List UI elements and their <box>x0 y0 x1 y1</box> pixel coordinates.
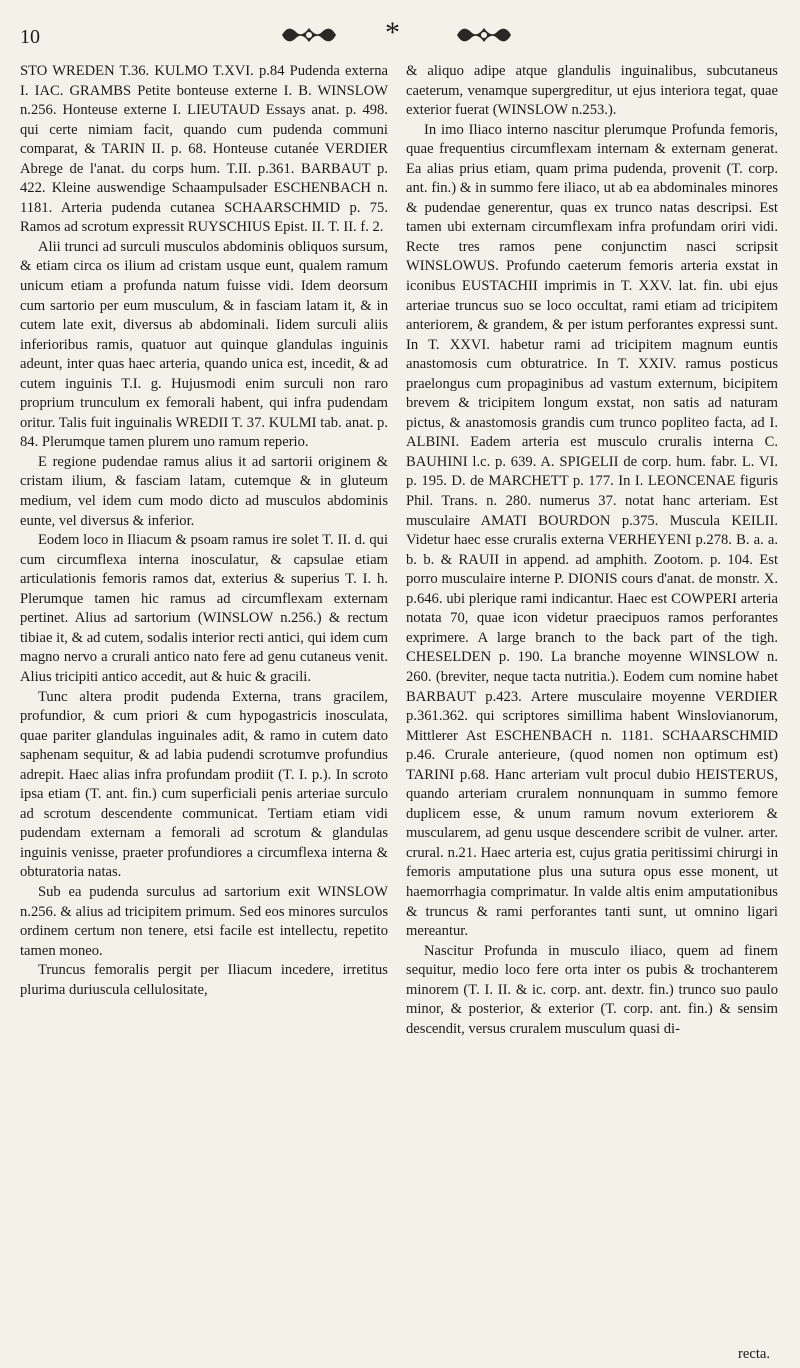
right-column <box>406 62 778 1039</box>
catchword: recta. <box>738 1346 770 1362</box>
paragraph: Nascitur Profunda in musculo iliaco, quem ad finem sequitur, medio loco fere orta inter os pubis & trochanterem minorem (T. I. II. & ic. corp. ant. dextr. fin.) trunco suo paulo minor, & posterior, & exterior (T. corp. ant. fin.) & sensim descendit, versus cruralem musculum quasi di- <box>406 942 778 1037</box>
page-header <box>0 12 800 62</box>
left-ornament-icon <box>280 22 338 48</box>
header-star: * <box>385 16 400 49</box>
paragraph: Truncus femoralis pergit per Iliacum incedere, irretitus plurima duriuscula cellulositate, <box>20 962 388 998</box>
page-number: 10 <box>20 26 40 48</box>
paragraph: Eodem loco in Iliacum & psoam ramus ire solet T. II. d. qui cum circumflexa interna inosculatur, & capsulae etiam articulationis femoris ramos dat, exterius & superius T. I. h. Plerumque tamen hic ramus ad circumflexam externam pertinet. Alius ad sartorium (WINSLOW n.256.) & rectum tibiae it, & ad cutem, sodalis interior recti antici, qui idem cum magno nervo a crurali antico nato fere ad genu cutaneus venit. Alius tricipiti antico accedit, aut & huic & gracili. <box>20 532 388 685</box>
paragraph: STO WREDEN T.36. KULMO T.XVI. p.84 Pudenda externa I. IAC. GRAMBS Petite bonteuse externe I. B. WINSLOW n.256. Honteuse externe I. LIEUTAUD Essays anat. p. 498. qui certe nimiam facit, quando cum pudenda communi comparat, & TARIN II. p. 68. Honteuse cutanée VERDIER Abrege de l'anat. du corps hum. T.II. p.361. BARBAUT p. 422. Kleine auswendige Schaampulsader ESCHENBACH n. 1181. Arteria pudenda cutanea SCHAARSCHMID p. 75. Ramos ad scrotum expressit RUYSCHIUS Epist. II. T. II. f. 2. <box>20 63 388 236</box>
left-column <box>20 62 388 1000</box>
paragraph: Sub ea pudenda surculus ad sartorium exit WINSLOW n.256. & alius ad tricipitem primum. Sed eos minores surculos ordinem certum non tenere, etsi facile est intellectu, repetito tamen moneo. <box>20 883 388 959</box>
paragraph: Alii trunci ad surculi musculos abdominis obliquos sursum, & etiam circa os ilium ad cristam usque eunt, qualem ramum unicum etiam a profunda natum fuisse vidi. Idem deorsum cum sartorio per eum musculum, & in fasciam latam it, & in cutem late exit, diversus ab abdominali. Iidem surculi aliis inferioribus ramis, quatuor aut quinque glandulas inguinis adeunt, inter quas haec arteria, quando unica est, incedit, & ad cutem inguinis T.I. g. Hujusmodi enim surculi non raro proprium trunculum ex femorali habent, qui infra pudendam oritur. Talis fuit inguinalis WREDII T. 37. KULMI tab. anat. p. 84. Plerumque tamen plurem uno ramum reperio. <box>20 238 388 451</box>
paragraph: E regione pudendae ramus alius it ad sartorii originem & cristam ilium, & fasciam latam, cutemque & in gluteum medium, vel idem cum modo dicto ad musculos abdominis eunte, vel diversus & inferior. <box>20 453 388 529</box>
paragraph: & aliquo adipe atque glandulis inguinalibus, subcutaneus caeterum, venamque supergreditur, ut ejus interiora tegat, quae exterior fuerat (WINSLOW n.253.). <box>406 63 778 119</box>
paragraph: Tunc altera prodit pudenda Externa, trans gracilem, profundior, & cum priori & cum hypogastricis inosculata, quae pariter glandulas inguinales adit, & ramo in cutem dato saphenam sequitur, & ad labia pudendi scrotumve profundius adrepit. Haec alias infra profundam prodiit (T. I. p.). In scroto ipsa etiam (T. ant. fin.) cum superficiali penis arteriae surculo ad scrotum descendente communicat. Tertiam etiam vidi pudendam externam a femorali ad scrotum & glandulas inguinis venisse, praeter profundiores a circumflexa interna & obturatoria natas. <box>20 688 388 881</box>
right-ornament-icon <box>455 22 513 48</box>
paragraph: In imo Iliaco interno nascitur plerumque Profunda femoris, quae frequentius circumflexam internam & externam generat. Ea alias prius etiam, quam prima pudenda, provenit (T. corp. ant. fin.) & in summo fere iliaco, ut ab ea abdominales minores & pudendae generentur, quas ex trunco natas descripsi. Est tamen ubi externam circumflexam infra profundam oriri vidi. Recte tres ramos pene conjunctim nasci scripsit WINSLOWUS. Profundo caeterum femoris arteria exstat in iconibus EUSTACHII imprimis in T. XXV. lat. fin. ubi ejus arteriae truncus suo se loco occultat, rami etiam ad tricipitem anteriorem, & grandem, & per istum perforantes expressi sunt. In T. XXVI. habetur rami ad tricipitem magnum euntis anastomosis cum obturatrice. In T. XXIV. ramus posticus praelongus cum propaginibus ad vastum externum, bicipitem brevem & tricipitem longum exstat, non satis ad naturam pictus, & anastomosis grandis cum trunco popliteo facta, ad I. ALBINI. Eadem arteria est musculo cruralis interna C. BAUHINI l.c. p. 639. A. SPIGELII de corp. hum. fabr. L. VI. p. 195. D. de MARCHETT p. 177. In I. LEONCENAE figuris Phil. Trans. n. 280. numerus 37. notat hanc arteriam. Est musculaire AMATI BOURDON p.375. Muscula KEILII. Videtur haec esse cruralis externa VERHEYENI p.278. B. a. a. b. b. & RAUII in append. ad amphith. Zootom. p. 104. Est porro musculaire interne P. DIONIS cours d'anat. de monstr. X. p.646. ubi plerique rami indicantur. Haec est COWPERI arteria notata 70, quae icon videtur praecipuos ramos perforantes exprimere. A large branch to the back part of the tigh. CHESELDEN p. 190. La branche moyenne WINSLOW n. 260. (breviter, neque tacta nutritia.). Eodem cum nomine habet BARBAUT p.423. Artere musculaire moyenne VERDIER p.361.362. qui scriptores simillima habent Winslovianorum, Mittlerer Ast ESCHENBACH n. 1181. SCHAARSCHMID p.46. Crurale anterieure, (quod nomen non optimum est) TARINI p.68. Hanc arteriam vult procul dubio HEISTERUS, quando arteriam cruralem nonnunquam in summo femore duplicem esse, & unum ramum novum exteriorem & muscularem, ad genu usque descendere scribit de vulner. arter. crural. n.21. Haec arteria est, cujus gratia peritissimi chirurgi in femoris amputatione plus una sutura opus esse monent, ut haemorrhagia comprimatur. In valde altis enim amputationibus & truncus & rami perforantes tanti sunt, ut omnino ligari mereantur. <box>406 121 778 940</box>
